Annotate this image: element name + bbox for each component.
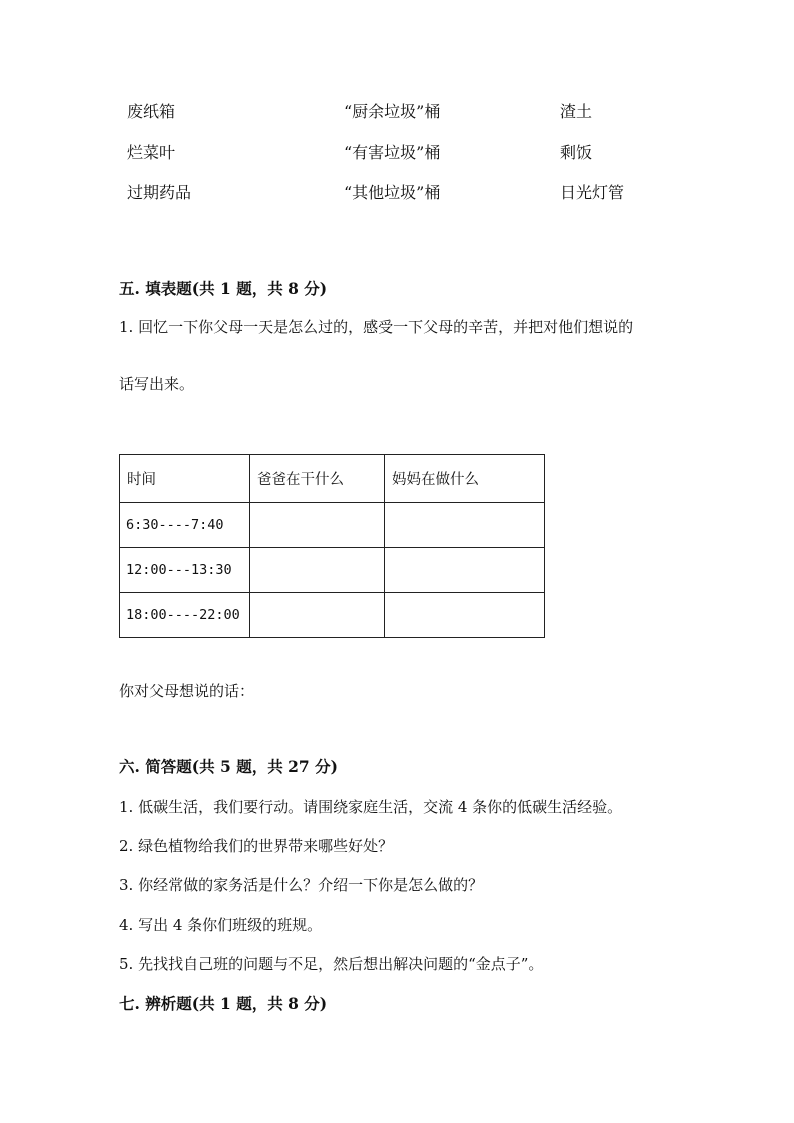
mother-activity-cell[interactable] — [385, 548, 545, 593]
time-cell: 12:00---13:30 — [120, 548, 250, 593]
matching-right-item: 渣土 — [560, 102, 593, 121]
matching-left-item: 废纸箱 — [127, 102, 176, 121]
schedule-table — [119, 454, 545, 638]
section5-question-line2: 话写出来。 — [119, 375, 195, 393]
section6-heading: 六. 简答题(共 5 题，共 27 分) — [119, 757, 338, 776]
table-row — [120, 503, 545, 548]
section6-question: 4. 写出 4 条你们班级的班规。 — [119, 916, 323, 934]
matching-middle-item: “有害垃圾”桶 — [344, 143, 441, 162]
matching-left-item: 过期药品 — [127, 183, 192, 202]
section6-question: 1. 低碳生活，我们要行动。请围绕家庭生活，交流 4 条你的低碳生活经验。 — [119, 798, 623, 816]
section6-question: 2. 绿色植物给我们的世界带来哪些好处？ — [119, 837, 394, 855]
mother-activity-cell[interactable] — [385, 503, 545, 548]
matching-middle-item: “厨余垃圾”桶 — [344, 102, 441, 121]
section6-question: 5. 先找找自己班的问题与不足，然后想出解决问题的“金点子”。 — [119, 955, 544, 973]
time-cell: 6:30----7:40 — [120, 503, 250, 548]
table-row — [120, 548, 545, 593]
time-cell: 18:00----22:00 — [120, 593, 250, 638]
matching-right-item: 日光灯管 — [560, 183, 625, 202]
father-activity-cell[interactable] — [250, 593, 385, 638]
matching-middle-item: “其他垃圾”桶 — [344, 183, 441, 202]
section5-prompt: 你对父母想说的话： — [119, 682, 255, 700]
father-activity-cell[interactable] — [250, 503, 385, 548]
section5-heading: 五. 填表题(共 1 题，共 8 分) — [119, 279, 328, 298]
table-header-row — [120, 455, 545, 503]
table-header-father: 爸爸在干什么 — [250, 455, 385, 503]
matching-right-item: 剩饭 — [560, 143, 593, 162]
table-header-time: 时间 — [120, 455, 250, 503]
table-row — [120, 593, 545, 638]
section6-question: 3. 你经常做的家务活是什么？介绍一下你是怎么做的？ — [119, 876, 484, 894]
father-activity-cell[interactable] — [250, 548, 385, 593]
mother-activity-cell[interactable] — [385, 593, 545, 638]
table-header-mother: 妈妈在做什么 — [385, 455, 545, 503]
section5-question-line1: 1. 回忆一下你父母一天是怎么过的，感受一下父母的辛苦，并把对他们想说的 — [119, 318, 634, 336]
section7-heading: 七. 辨析题(共 1 题，共 8 分) — [119, 994, 328, 1013]
matching-left-item: 烂菜叶 — [127, 143, 176, 162]
